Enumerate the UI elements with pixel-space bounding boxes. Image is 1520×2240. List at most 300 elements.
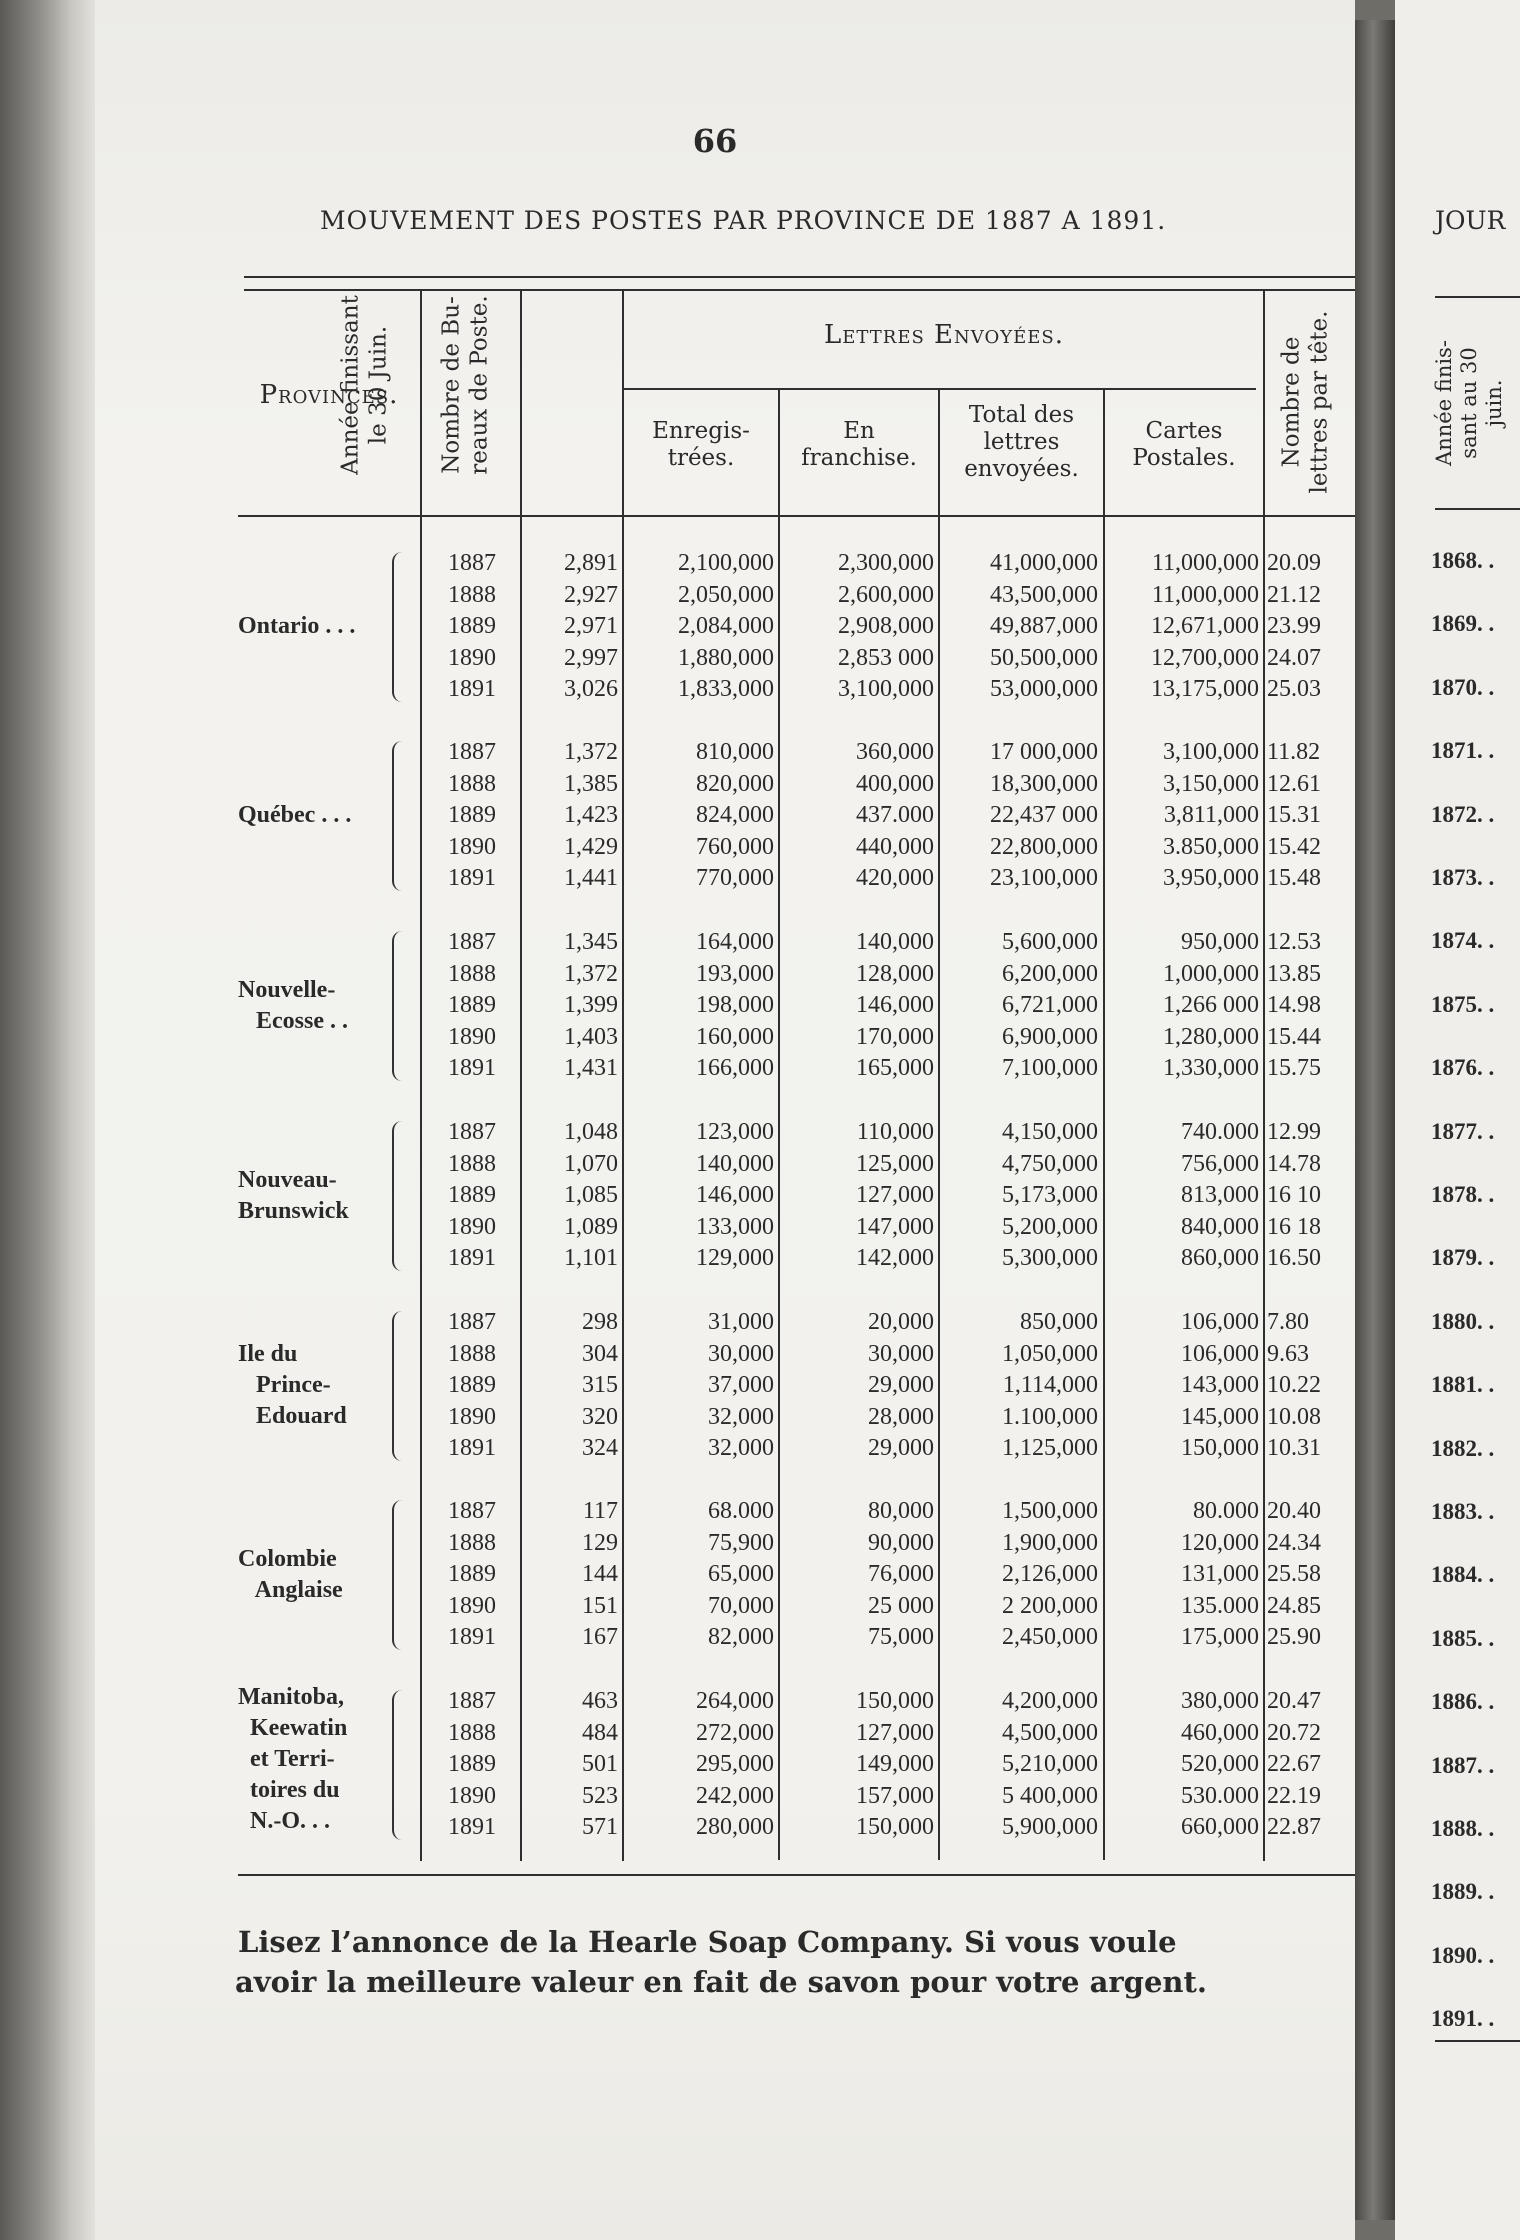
table-cell: 1889 xyxy=(448,1751,496,1777)
table-cell: 20.40 xyxy=(1267,1498,1321,1524)
col-line-6 xyxy=(1103,390,1105,1860)
table-cell: 1890 xyxy=(448,1403,496,1430)
page-number: 66 xyxy=(692,122,738,160)
next-page-year: 1875. . xyxy=(1431,991,1495,1017)
table-cell: 133,000 xyxy=(696,1213,774,1240)
table-cell: 129 xyxy=(582,1529,618,1556)
table-cell: 460,000 xyxy=(1181,1719,1259,1746)
table-cell: 24.85 xyxy=(1267,1592,1321,1619)
next-page-edge xyxy=(1395,0,1520,2240)
table-cell: 3,811,000 xyxy=(1163,802,1259,828)
table-cell: 320 xyxy=(582,1403,618,1430)
table-cell: 440,000 xyxy=(856,833,934,860)
table-cell: 129,000 xyxy=(696,1245,774,1271)
table-cell: 23,100,000 xyxy=(990,865,1098,891)
table-cell: 1890 xyxy=(448,1023,496,1050)
table-cell: 2,997 xyxy=(564,644,618,671)
table-cell: 7,100,000 xyxy=(1002,1055,1098,1081)
next-page-year: 1872. . xyxy=(1431,801,1495,827)
table-cell: 1,048 xyxy=(564,1119,618,1145)
table-cell: 22.19 xyxy=(1267,1782,1321,1809)
table-cell: 5,300,000 xyxy=(1002,1245,1098,1271)
table-cell: 1889 xyxy=(448,613,496,639)
table-cell: 950,000 xyxy=(1181,929,1259,955)
table-cell: 70,000 xyxy=(708,1592,774,1619)
table-cell: 29,000 xyxy=(868,1372,934,1398)
col-line-3 xyxy=(622,291,624,1861)
table-cell: 2,450,000 xyxy=(1002,1624,1098,1650)
table-cell: 437.000 xyxy=(856,802,934,828)
table-cell: 1890 xyxy=(448,1213,496,1240)
table-cell: 6,200,000 xyxy=(1002,960,1098,987)
table-cell: 106,000 xyxy=(1181,1340,1259,1367)
table-cell: 1889 xyxy=(448,1182,496,1208)
table-cell: 1,399 xyxy=(564,992,618,1018)
next-page-year: 1869. . xyxy=(1431,611,1495,637)
table-cell: 1891 xyxy=(448,865,496,891)
table-cell: 756,000 xyxy=(1181,1150,1259,1177)
table-cell: 1887 xyxy=(448,739,496,765)
table-cell: 164,000 xyxy=(696,929,774,955)
table-cell: 1887 xyxy=(448,929,496,955)
next-page-year: 1884. . xyxy=(1431,1562,1495,1588)
table-cell: 65,000 xyxy=(708,1561,774,1587)
table-cell: 140,000 xyxy=(856,929,934,955)
table-cell: 49,887,000 xyxy=(990,613,1098,639)
next-page-year: 1877. . xyxy=(1431,1118,1495,1144)
table-cell: 1890 xyxy=(448,644,496,671)
table-cell: 3,950,000 xyxy=(1163,865,1259,891)
col-line-2 xyxy=(520,291,522,1861)
table-cell: 12,671,000 xyxy=(1151,613,1259,639)
table-cell: 127,000 xyxy=(856,1182,934,1208)
table-top-rule-2 xyxy=(244,289,1356,291)
table-cell: 150,000 xyxy=(856,1814,934,1840)
table-cell: 144 xyxy=(582,1561,618,1587)
table-cell: 12.53 xyxy=(1267,929,1321,955)
table-cell: 1887 xyxy=(448,1309,496,1335)
next-page-year: 1885. . xyxy=(1431,1625,1495,1651)
province-brace xyxy=(392,931,408,1081)
table-cell: 147,000 xyxy=(856,1213,934,1240)
table-cell: 29,000 xyxy=(868,1435,934,1461)
table-cell: 167 xyxy=(582,1624,618,1650)
table-cell: 272,000 xyxy=(696,1719,774,1746)
table-cell: 530.000 xyxy=(1181,1782,1259,1809)
table-cell: 22.67 xyxy=(1267,1751,1321,1777)
next-page-year: 1889. . xyxy=(1431,1879,1495,1905)
table-cell: 1,280,000 xyxy=(1163,1023,1259,1050)
next-page-header: Année finis- sant au 30 juin. xyxy=(1432,340,1506,466)
table-cell: 1,114,000 xyxy=(1002,1372,1098,1398)
table-cell: 1891 xyxy=(448,1814,496,1840)
table-cell: 1890 xyxy=(448,1592,496,1619)
table-cell: 10.31 xyxy=(1267,1435,1321,1461)
table-cell: 2,126,000 xyxy=(1002,1561,1098,1587)
table-cell: 146,000 xyxy=(856,992,934,1018)
table-cell: 17 000,000 xyxy=(990,739,1098,765)
next-page-year: 1890. . xyxy=(1431,1942,1495,1968)
col-line-5 xyxy=(938,390,940,1860)
table-cell: 1,089 xyxy=(564,1213,618,1240)
table-cell: 1,403 xyxy=(564,1023,618,1050)
next-page-year: 1868. . xyxy=(1431,548,1495,573)
next-page-year: 1878. . xyxy=(1431,1182,1495,1207)
table-cell: 1,345 xyxy=(564,929,618,955)
lettres-subheader-rule xyxy=(624,388,1256,390)
table-cell: 264,000 xyxy=(696,1688,774,1714)
table-cell: 25.03 xyxy=(1267,676,1321,702)
table-cell: 193,000 xyxy=(696,960,774,987)
table-cell: 2,891 xyxy=(564,550,618,576)
table-cell: 23.99 xyxy=(1267,613,1321,639)
header-bottom-rule xyxy=(238,515,1356,517)
table-cell: 20,000 xyxy=(868,1309,934,1335)
table-cell: 15.44 xyxy=(1267,1023,1321,1050)
table-cell: 360,000 xyxy=(856,739,934,765)
province-name: Manitoba, Keewatin et Terri- toires du N.-O. . . xyxy=(238,1684,348,1834)
table-cell: 242,000 xyxy=(696,1782,774,1809)
table-cell: 1.100,000 xyxy=(1002,1403,1098,1430)
table-cell: 160,000 xyxy=(696,1023,774,1050)
table-cell: 125,000 xyxy=(856,1150,934,1177)
table-cell: 5,600,000 xyxy=(1002,929,1098,955)
table-cell: 380,000 xyxy=(1181,1688,1259,1714)
table-cell: 2,600,000 xyxy=(838,581,934,608)
table-cell: 1889 xyxy=(448,992,496,1018)
table-cell: 13.85 xyxy=(1267,960,1321,987)
province-name: Ontario . . . xyxy=(238,613,356,640)
table-cell: 1888 xyxy=(448,1529,496,1556)
header-par-tete: Nombre de lettres par tête. xyxy=(1278,310,1333,494)
table-cell: 11,000,000 xyxy=(1151,581,1259,608)
next-page-year: 1874. . xyxy=(1431,928,1495,954)
province-name: Québec . . . xyxy=(238,802,352,829)
table-cell: 90,000 xyxy=(868,1529,934,1556)
table-cell: 31,000 xyxy=(708,1309,774,1335)
col-line-7 xyxy=(1263,291,1265,1861)
table-cell: 5,210,000 xyxy=(1002,1751,1098,1777)
table-cell: 1,441 xyxy=(564,865,618,891)
table-cell: 12.61 xyxy=(1267,770,1321,797)
table-cell: 150,000 xyxy=(1181,1435,1259,1461)
province-brace xyxy=(392,1121,408,1271)
table-cell: 1891 xyxy=(448,676,496,702)
header-franchise: En franchise. xyxy=(801,418,917,471)
table-cell: 41,000,000 xyxy=(990,550,1098,576)
table-cell: 3,026 xyxy=(564,676,618,702)
table-cell: 120,000 xyxy=(1181,1529,1259,1556)
table-cell: 1890 xyxy=(448,1782,496,1809)
table-cell: 1,125,000 xyxy=(1002,1435,1098,1461)
province-brace xyxy=(392,1690,408,1840)
table-cell: 6,721,000 xyxy=(1002,992,1098,1018)
table-cell: 295,000 xyxy=(696,1751,774,1777)
book-gutter xyxy=(1355,20,1395,2220)
table-cell: 4,750,000 xyxy=(1002,1150,1098,1177)
province-brace xyxy=(392,1311,408,1461)
table-cell: 315 xyxy=(582,1372,618,1398)
table-cell: 2,908,000 xyxy=(838,613,934,639)
table-cell: 32,000 xyxy=(708,1435,774,1461)
table-cell: 1888 xyxy=(448,1340,496,1367)
table-cell: 145,000 xyxy=(1181,1403,1259,1430)
next-page-year: 1882. . xyxy=(1431,1435,1495,1461)
table-cell: 5 400,000 xyxy=(1002,1782,1098,1809)
table-cell: 1891 xyxy=(448,1245,496,1271)
table-cell: 37,000 xyxy=(708,1372,774,1398)
table-cell: 810,000 xyxy=(696,739,774,765)
table-cell: 298 xyxy=(582,1309,618,1335)
table-cell: 1,385 xyxy=(564,770,618,797)
table-cell: 22,800,000 xyxy=(990,833,1098,860)
province-brace xyxy=(392,552,408,702)
table-cell: 860,000 xyxy=(1181,1245,1259,1271)
table-cell: 18,300,000 xyxy=(990,770,1098,797)
table-cell: 4,150,000 xyxy=(1002,1119,1098,1145)
header-annee: Année finissant le 30 Juin. xyxy=(337,295,392,475)
table-cell: 3,150,000 xyxy=(1163,770,1259,797)
table-cell: 43,500,000 xyxy=(990,581,1098,608)
table-cell: 4,200,000 xyxy=(1002,1688,1098,1714)
table-cell: 15.42 xyxy=(1267,833,1321,860)
table-cell: 2,927 xyxy=(564,581,618,608)
table-cell: 21.12 xyxy=(1267,581,1321,608)
table-cell: 80.000 xyxy=(1193,1498,1259,1524)
table-cell: 840,000 xyxy=(1181,1213,1259,1240)
table-cell: 1888 xyxy=(448,770,496,797)
table-cell: 75,000 xyxy=(868,1624,934,1650)
province-name: Ile du Prince- Edouard xyxy=(238,1341,347,1430)
table-cell: 4,500,000 xyxy=(1002,1719,1098,1746)
table-cell: 25 000 xyxy=(868,1592,934,1619)
table-cell: 11,000,000 xyxy=(1151,550,1259,576)
table-cell: 7.80 xyxy=(1267,1309,1309,1335)
next-page-header-rule xyxy=(1435,508,1520,510)
table-cell: 82,000 xyxy=(708,1624,774,1650)
table-cell: 523 xyxy=(582,1782,618,1809)
table-cell: 12.99 xyxy=(1267,1119,1321,1145)
table-cell: 143,000 xyxy=(1181,1372,1259,1398)
table-cell: 1,266 000 xyxy=(1163,992,1259,1018)
table-cell: 1,833,000 xyxy=(678,676,774,702)
table-cell: 770,000 xyxy=(696,865,774,891)
table-cell: 24.34 xyxy=(1267,1529,1321,1556)
table-cell: 131,000 xyxy=(1181,1561,1259,1587)
header-provinces: Provinces. xyxy=(259,380,399,410)
next-page-year: 1881. . xyxy=(1431,1372,1495,1398)
table-cell: 5,200,000 xyxy=(1002,1213,1098,1240)
table-cell: 304 xyxy=(582,1340,618,1367)
table-cell: 25.90 xyxy=(1267,1624,1321,1650)
next-page-year: 1876. . xyxy=(1431,1055,1495,1081)
table-cell: 166,000 xyxy=(696,1055,774,1081)
table-cell: 571 xyxy=(582,1814,618,1840)
table-cell: 1887 xyxy=(448,1498,496,1524)
next-page-year: 1880. . xyxy=(1431,1308,1495,1334)
table-cell: 16 18 xyxy=(1267,1213,1321,1240)
table-cell: 1,500,000 xyxy=(1002,1498,1098,1524)
table-cell: 1,101 xyxy=(564,1245,618,1271)
table-top-rule xyxy=(244,276,1356,278)
table-cell: 1888 xyxy=(448,1150,496,1177)
table-cell: 1,330,000 xyxy=(1163,1055,1259,1081)
table-cell: 5,900,000 xyxy=(1002,1814,1098,1840)
table-cell: 813,000 xyxy=(1181,1182,1259,1208)
table-cell: 1,900,000 xyxy=(1002,1529,1098,1556)
table-cell: 824,000 xyxy=(696,802,774,828)
table-cell: 463 xyxy=(582,1688,618,1714)
book-spine-shadow xyxy=(0,0,95,2240)
next-page-year: 1886. . xyxy=(1431,1689,1495,1715)
table-cell: 1,423 xyxy=(564,802,618,828)
table-cell: 22.87 xyxy=(1267,1814,1321,1840)
table-cell: 760,000 xyxy=(696,833,774,860)
table-cell: 1891 xyxy=(448,1624,496,1650)
table-cell: 157,000 xyxy=(856,1782,934,1809)
table-cell: 15.75 xyxy=(1267,1055,1321,1081)
next-page-year: 1879. . xyxy=(1431,1245,1495,1271)
table-cell: 1,372 xyxy=(564,739,618,765)
table-cell: 420,000 xyxy=(856,865,934,891)
table-cell: 820,000 xyxy=(696,770,774,797)
province-name: Colombie Anglaise xyxy=(238,1545,343,1603)
table-cell: 80,000 xyxy=(868,1498,934,1524)
table-cell: 14.98 xyxy=(1267,992,1321,1018)
table-cell: 142,000 xyxy=(856,1245,934,1271)
table-cell: 484 xyxy=(582,1719,618,1746)
col-line-4 xyxy=(778,390,780,1860)
table-cell: 1,372 xyxy=(564,960,618,987)
table-cell: 520,000 xyxy=(1181,1751,1259,1777)
table-cell: 24.07 xyxy=(1267,644,1321,671)
table-cell: 127,000 xyxy=(856,1719,934,1746)
table-cell: 1889 xyxy=(448,802,496,828)
table-cell: 117 xyxy=(582,1498,618,1524)
table-cell: 75,900 xyxy=(708,1529,774,1556)
table-cell: 128,000 xyxy=(856,960,934,987)
table-cell: 53,000,000 xyxy=(990,676,1098,702)
table-cell: 1887 xyxy=(448,550,496,576)
table-cell: 30,000 xyxy=(868,1340,934,1367)
table-cell: 2,084,000 xyxy=(678,613,774,639)
table-cell: 9.63 xyxy=(1267,1340,1309,1367)
table-cell: 15.31 xyxy=(1267,802,1321,828)
table-cell: 1887 xyxy=(448,1688,496,1714)
next-page-title: JOUR xyxy=(1435,206,1506,235)
province-brace xyxy=(392,1500,408,1650)
table-cell: 170,000 xyxy=(856,1023,934,1050)
table-cell: 400,000 xyxy=(856,770,934,797)
table-cell: 1,070 xyxy=(564,1150,618,1177)
footer-line-2: avoir la meilleure valeur en fait de savon pour votre argent. xyxy=(235,1965,1207,1999)
table-cell: 14.78 xyxy=(1267,1150,1321,1177)
header-cartes: Cartes Postales. xyxy=(1132,418,1236,471)
table-cell: 50,500,000 xyxy=(990,644,1098,671)
province-name: Nouveau- Brunswick xyxy=(238,1166,349,1224)
table-cell: 140,000 xyxy=(696,1150,774,1177)
table-cell: 3.850,000 xyxy=(1163,833,1259,860)
col-line-1 xyxy=(420,291,422,1861)
table-cell: 151 xyxy=(582,1592,618,1619)
table-title: MOUVEMENT DES POSTES PAR PROVINCE DE 1887 A 1891. xyxy=(320,206,1167,235)
table-cell: 1891 xyxy=(448,1055,496,1081)
table-cell: 1890 xyxy=(448,833,496,860)
table-cell: 106,000 xyxy=(1181,1309,1259,1335)
table-cell: 6,900,000 xyxy=(1002,1023,1098,1050)
table-cell: 149,000 xyxy=(856,1751,934,1777)
header-bureaux: Nombre de Bu- reaux de Poste. xyxy=(438,295,493,475)
table-cell: 5,173,000 xyxy=(1002,1182,1098,1208)
header-lettres-envoyees: Lettres Envoyées. xyxy=(824,320,1064,350)
table-cell: 3,100,000 xyxy=(1163,739,1259,765)
table-cell: 150,000 xyxy=(856,1688,934,1714)
table-cell: 2,853 000 xyxy=(838,644,934,671)
table-cell: 2,300,000 xyxy=(838,550,934,576)
next-page-year: 1870. . xyxy=(1431,674,1495,700)
header-total: Total des lettres envoyées. xyxy=(964,402,1079,482)
next-page-year: 1873. . xyxy=(1431,865,1495,890)
table-cell: 16.50 xyxy=(1267,1245,1321,1271)
table-cell: 22,437 000 xyxy=(990,802,1098,828)
table-cell: 11.82 xyxy=(1267,739,1321,765)
table-cell: 146,000 xyxy=(696,1182,774,1208)
table-cell: 1889 xyxy=(448,1372,496,1398)
table-cell: 15.48 xyxy=(1267,865,1321,891)
table-cell: 13,175,000 xyxy=(1151,676,1259,702)
next-page-bottom-rule xyxy=(1435,2040,1520,2042)
province-brace xyxy=(392,741,408,891)
table-cell: 501 xyxy=(582,1751,618,1777)
table-cell: 280,000 xyxy=(696,1814,774,1840)
table-cell: 198,000 xyxy=(696,992,774,1018)
table-cell: 110,000 xyxy=(856,1119,934,1145)
next-page-year: 1887. . xyxy=(1431,1752,1495,1778)
footer-advertisement xyxy=(235,1922,1378,2002)
next-page-year: 1888. . xyxy=(1431,1816,1495,1841)
table-cell: 1887 xyxy=(448,1119,496,1145)
next-page-year: 1883. . xyxy=(1431,1499,1495,1524)
table-cell: 1,429 xyxy=(564,833,618,860)
table-cell: 1,050,000 xyxy=(1002,1340,1098,1367)
table-cell: 1891 xyxy=(448,1435,496,1461)
province-name: Nouvelle- Ecosse . . xyxy=(238,976,348,1034)
table-cell: 850,000 xyxy=(1020,1309,1098,1335)
table-cell: 12,700,000 xyxy=(1151,644,1259,671)
table-cell: 165,000 xyxy=(856,1055,934,1081)
table-cell: 2,100,000 xyxy=(678,550,774,576)
next-page-year: 1891. . xyxy=(1431,2006,1495,2032)
table-cell: 135.000 xyxy=(1181,1592,1259,1619)
table-cell: 10.22 xyxy=(1267,1372,1321,1398)
table-cell: 76,000 xyxy=(868,1561,934,1587)
table-cell: 1888 xyxy=(448,1719,496,1746)
table-cell: 740.000 xyxy=(1181,1119,1259,1145)
table-cell: 20.72 xyxy=(1267,1719,1321,1746)
table-cell: 2,971 xyxy=(564,613,618,639)
table-cell: 16 10 xyxy=(1267,1182,1321,1208)
table-cell: 2,050,000 xyxy=(678,581,774,608)
next-page-top-rule xyxy=(1435,296,1520,298)
table-cell: 1888 xyxy=(448,960,496,987)
table-cell: 10.08 xyxy=(1267,1403,1321,1430)
table-cell: 2 200,000 xyxy=(1002,1592,1098,1619)
table-cell: 68.000 xyxy=(708,1498,774,1524)
footer-line-1: Lisez l’annonce de la Hearle Soap Company. Si vous voule xyxy=(238,1925,1177,1959)
table-cell: 175,000 xyxy=(1181,1624,1259,1650)
table-cell: 1,880,000 xyxy=(678,644,774,671)
table-cell: 3,100,000 xyxy=(838,676,934,702)
